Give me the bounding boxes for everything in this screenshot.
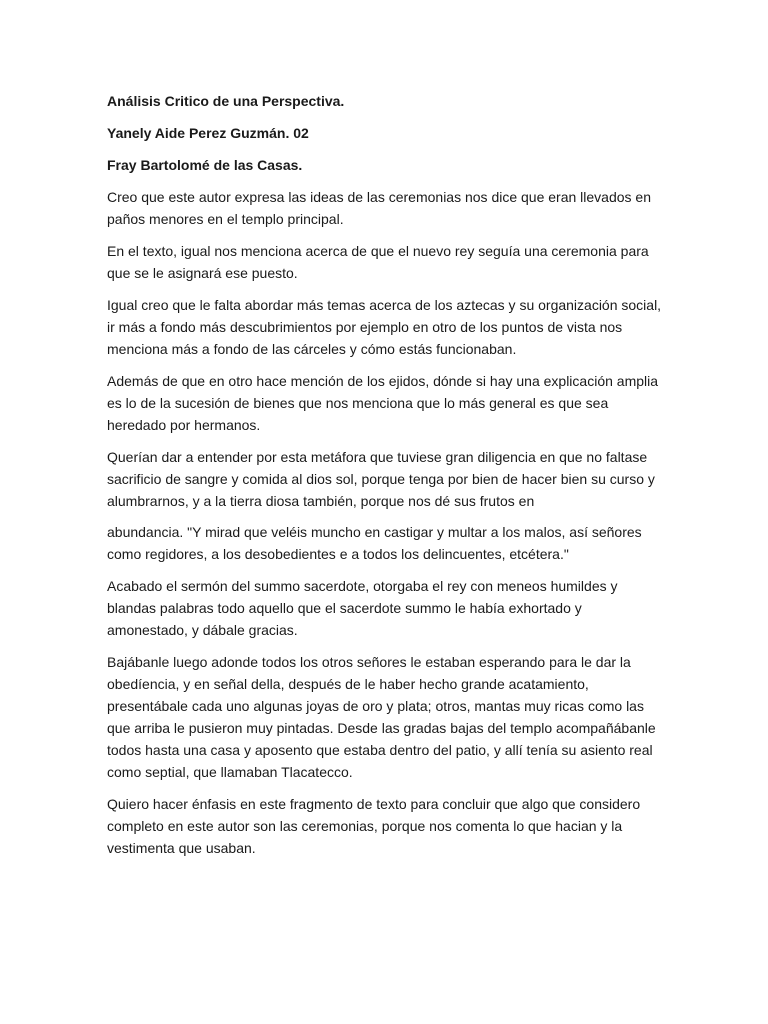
document-page [107,90,663,869]
paragraph-7: Acabado el sermón del summo sacerdote, otorgaba el rey con meneos humildes y blandas palabras todo aquello que el sacerdote summo le había exhortado y amonestado, y dábale gracias. [107,578,618,638]
paragraph-1: Creo que este autor expresa las ideas de las ceremonias nos dice que eran llevados en paños menores en el templo principal. [107,189,651,227]
paragraph-3: Igual creo que le falta abordar más temas acerca de los aztecas y su organización social, ir más a fondo más descubrimientos por ejemplo en otro de los puntos de vista nos menciona más a fondo de las cárceles y cómo estás funcionaban. [107,297,662,357]
author-line: Yanely Aide Perez Guzmán. 02 [107,125,309,141]
paragraph-9: Quiero hacer énfasis en este fragmento de texto para concluir que algo que considero completo en este autor son las ceremonias, porque nos comenta lo que hacian y la vestimenta que usaban. [107,796,641,856]
paragraph-4: Además de que en otro hace mención de los ejidos, dónde si hay una explicación amplia es lo de la sucesión de bienes que nos menciona que lo más general es que sea heredado por hermanos. [107,373,659,433]
paragraph-8: Bajábanle luego adonde todos los otros señores le estaban esperando para le dar la obedíencia, y en señal della, después de le haber hecho grande acatamiento, presentábale cada uno algunas joyas de oro y plata; otros, mantas muy ricas como las que arriba le pusieron muy pintadas. Desde las gradas bajas del templo acompañábanle todos hasta una casa y aposento que estaba dentro del patio, y allí tenía su asiento real como septial, que llamaban Tlacatecco. [107,654,656,780]
subject-heading: Fray Bartolomé de las Casas. [107,157,303,173]
paragraph-6: abundancia. "Y mirad que veléis muncho en castigar y multar a los malos, así señores como regidores, a los desobedientes e a todos los delincuentes, etcétera." [107,524,642,562]
paragraph-2: En el texto, igual nos menciona acerca de que el nuevo rey seguía una ceremonia para que se le asignará ese puesto. [107,243,649,281]
document-title: Análisis Critico de una Perspectiva. [107,93,345,109]
paragraph-5: Querían dar a entender por esta metáfora que tuviese gran diligencia en que no faltase sacrificio de sangre y comida al dios sol, porque tenga por bien de hacer bien su curso y alumbrarnos, y a la tierra diosa también, porque nos dé sus frutos en [107,449,655,509]
